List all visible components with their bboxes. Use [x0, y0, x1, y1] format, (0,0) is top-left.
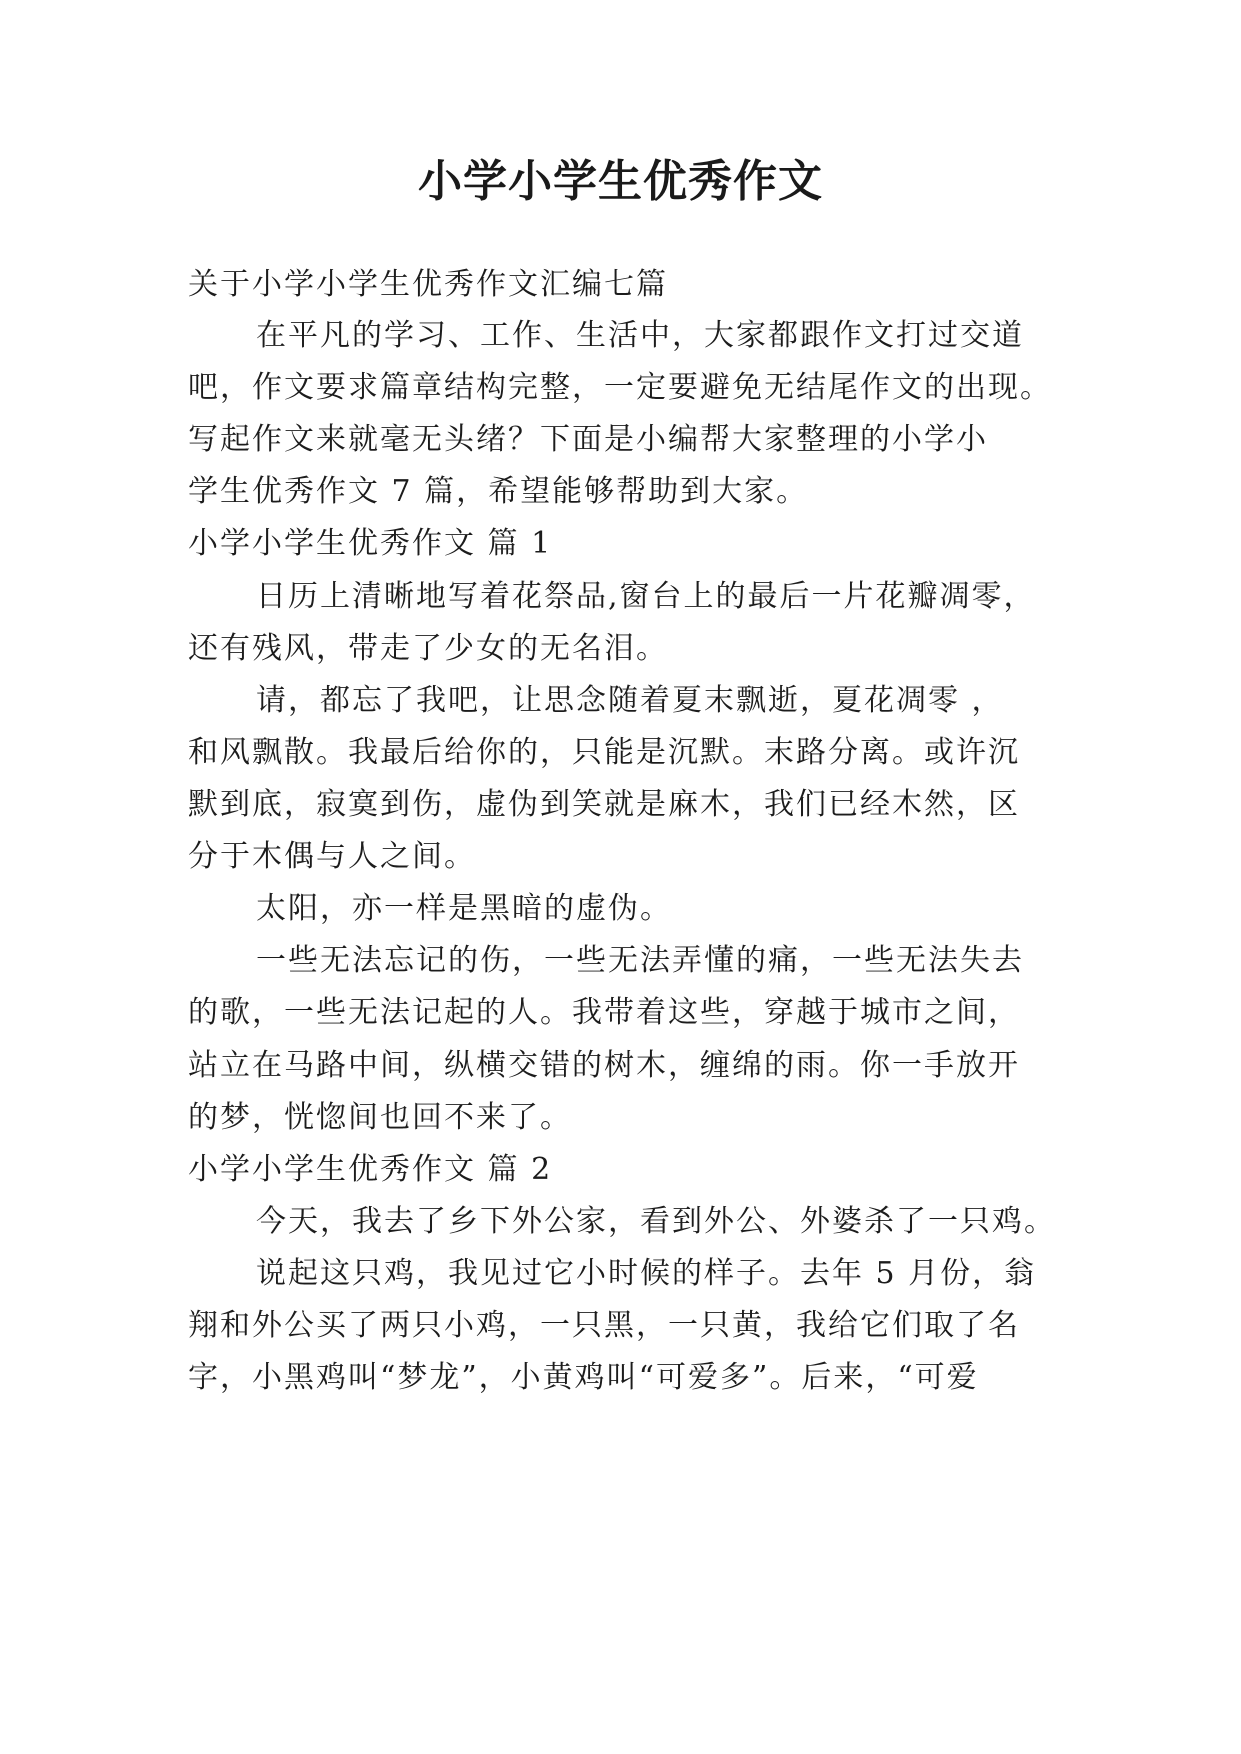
paragraph-line: 日历上清晰地写着花祭品,窗台上的最后一片花瓣凋零，: [256, 579, 1036, 614]
paragraph-line: 的梦，恍惚间也回不来了。: [188, 1100, 572, 1135]
subtitle-line: 关于小学小学生优秀作文汇编七篇: [188, 267, 668, 302]
paragraph-line: 太阳，亦一样是黑暗的虚伪。: [256, 891, 672, 926]
document-title: 小学小学生优秀作文: [418, 156, 823, 207]
paragraph-line: 请，都忘了我吧，让思念随着夏末飘逝，夏花凋零 ，: [256, 683, 1004, 718]
paragraph-line: 今天，我去了乡下外公家，看到外公、外婆杀了一只鸡。: [256, 1204, 1056, 1239]
paragraph-line: 学生优秀作文 7 篇，希望能够帮助到大家。: [188, 474, 809, 509]
paragraph-line: 一些无法忘记的伤，一些无法弄懂的痛，一些无法失去: [256, 943, 1024, 978]
paragraph-line: 分于木偶与人之间。: [188, 839, 476, 874]
paragraph-line: 默到底，寂寞到伤，虚伪到笑就是麻木，我们已经木然，区: [188, 787, 1020, 822]
paragraph-line: 写起作文来就毫无头绪？下面是小编帮大家整理的小学小: [188, 422, 988, 457]
paragraph-line: 字，小黑鸡叫“梦龙”，小黄鸡叫“可爱多”。后来，“可爱: [188, 1360, 979, 1395]
paragraph-line: 翔和外公买了两只小鸡，一只黑，一只黄，我给它们取了名: [188, 1308, 1020, 1343]
paragraph-line: 和风飘散。我最后给你的，只能是沉默。末路分离。或许沉: [188, 735, 1020, 770]
paragraph-line: 还有残风，带走了少女的无名泪。: [188, 631, 668, 666]
paragraph-line: 说起这只鸡，我见过它小时候的样子。去年 5 月份，翁: [256, 1256, 1037, 1291]
paragraph-line: 吧，作文要求篇章结构完整，一定要避免无结尾作文的出现。: [188, 370, 1052, 405]
section-heading: 小学小学生优秀作文 篇 2: [188, 1152, 553, 1187]
paragraph-line: 站立在马路中间，纵横交错的树木，缠绵的雨。你一手放开: [188, 1048, 1020, 1083]
paragraph-line: 在平凡的学习、工作、生活中，大家都跟作文打过交道: [256, 318, 1024, 353]
paragraph-line: 的歌，一些无法记起的人。我带着这些，穿越于城市之间，: [188, 995, 1020, 1030]
section-heading: 小学小学生优秀作文 篇 1: [188, 526, 553, 561]
